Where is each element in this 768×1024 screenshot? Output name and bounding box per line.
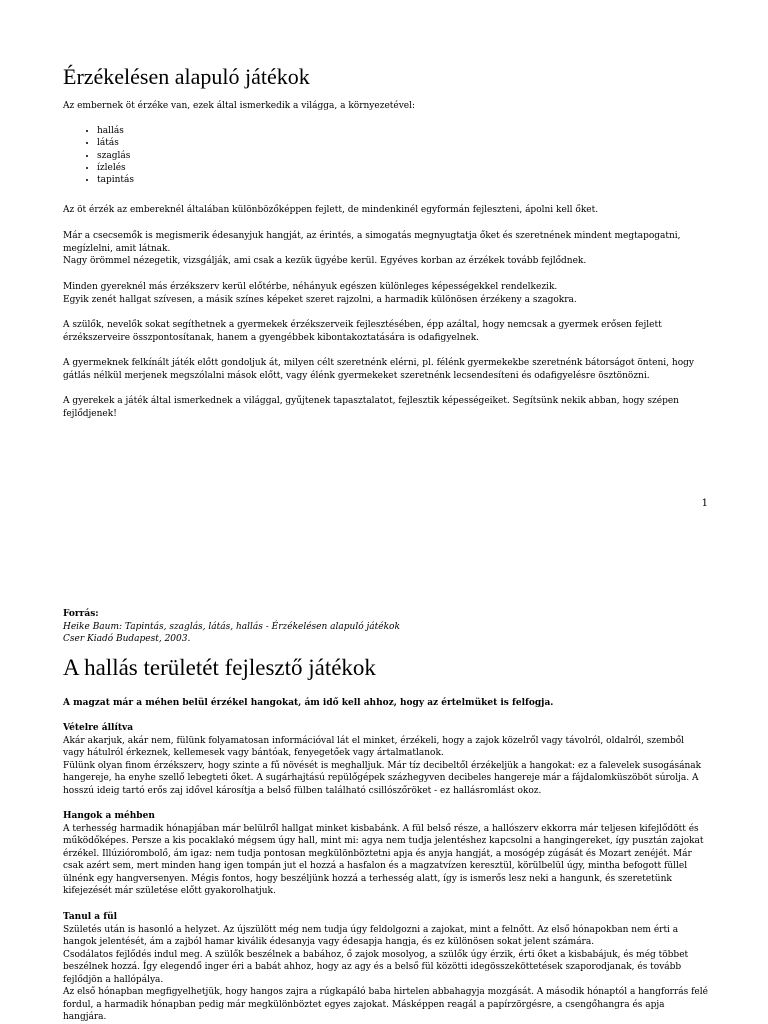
source-block xyxy=(63,608,708,646)
paragraph: Már a csecsemők is megismerik édesanyjuk hangját, az érintés, a simogatás megnyugtatja őket és szeretnének mindent megtapogatni, megízlelni, amit látnak. xyxy=(63,231,681,254)
paragraph: A szülők, nevelők sokat segíthetnek a gyermekek érzékszerveik fejlesztésében, épp azáltal, hogy nemcsak a gyermek erősen fejlett érzékszerveire összpontosítanak, hanem a gyengébbek kibontakoztatására is odafigyelnek. xyxy=(63,320,662,343)
subsection-heading: Vételre állítva xyxy=(63,723,134,733)
section-ear-learns xyxy=(63,911,708,1024)
paragraph-group xyxy=(63,281,708,306)
paragraph: A gyerekek a játék által ismerkednek a világgal, gyűjtenek tapasztalatot, fejlesztik képességeiket. Segítsünk nekik abban, hogy szépen fejlődjenek! xyxy=(63,396,679,419)
paragraph-group xyxy=(63,230,708,268)
paragraph: Az első hónapban megfigyelhetjük, hogy hangos zajra a rúgkapáló baba hirtelen abbahagyja mozgását. A második hónaptól a hangforrás felé fordul, a harmadik hónapban pedig már megkülönböztet egyes zajokat. Másképpen reagál a papírzörgésre, a csengőhangra és apja hangjára. xyxy=(63,987,708,1022)
source-label: Forrás: xyxy=(63,609,99,619)
source-publisher: Cser Kiadó Budapest, 2003. xyxy=(63,634,191,644)
paragraph: Nagy örömmel nézegetik, vizsgálják, ami csak a kezük ügyébe kerül. Egyéves korban az érzékek tovább fejlődnek. xyxy=(63,256,587,266)
intro-paragraph: Az embernek öt érzéke van, ezek által ismerkedik a világga, a környezetével: xyxy=(63,101,416,111)
source-reference: Heike Baum: Tapintás, szaglás, látás, hallás - Érzékelésen alapuló játékok xyxy=(63,621,400,632)
paragraph: Fülünk olyan finom érzékszerv, hogy szinte a fű növését is meghalljuk. Már tíz decibeltől érzékeljük a hangokat: ez a falevelek susogásának hangereje, ha enyhe szellő lebegteti őket. A sugárhajtású repülőgépek százhegyven decibeles hangereje már a fájdalomküszöböt súrolja. A hosszú ideig tartó erős zaj idővel károsítja a belső fülben található csillószőröket - ez hallásromlást okoz. xyxy=(63,760,702,796)
senses-list xyxy=(63,125,134,186)
paragraph: A terhesség harmadik hónapjában már belülről hallgat minket kisbabánk. A fül belső része, a hallószerv ekkorra már teljesen kifejlődött és működőképes. Persze a kis pocaklakó mégsem úgy hall, mint mi: agya nem tudja jelentéshez kapcsolni a hangingereket, így pusztán zajokat érzékel. Illúziórombolő, ám igaz: nem tudja pontosan megkülönböztetni apja és anyja hangját, a mosógép zúgását és Mozart zenéjét. Már csak azért sem, mert minden hang igen tompán jut el hozzá a hasfalon és a magzatvízen keresztül, körülbelül úgy, mintha befogott füllel ülnénk egy hangversenyen. Mégis fontos, hogy beszéljünk hozzá a terhesség alatt, így is ismerős lesz neki a hangunk, és szeretetünk kifejezését már születése előtt gyakorolhatjuk. xyxy=(63,823,704,896)
lead-paragraph: A magzat már a méhen belül érzékel hangokat, ám idő kell ahhoz, hogy az értelmüket is felfogja. xyxy=(63,698,554,708)
paragraph: Az öt érzék az embereknél általában különbözőképpen fejlett, de mindenkinél egyformán fejleszteni, ápolni kell őket. xyxy=(63,205,599,215)
paragraph: Minden gyereknél más érzékszerv kerül előtérbe, néhányuk egészen különleges képességekkel rendelkezik. xyxy=(63,282,558,292)
list-item: • hallás xyxy=(97,125,134,137)
section-title: A hallás területét fejlesztő játékok xyxy=(63,655,376,680)
paragraph: Akár akarjuk, akár nem, fülünk folyamatosan információval lát el minket, érzékeli, hogy a zajok közelről vagy távolról, oldalról, szemből vagy hátulról érkeznek, kellemesek vagy bántóak, fenyegetőek vagy ártalmatlanok. xyxy=(63,735,685,758)
page-title: Érzékelésen alapuló játékok xyxy=(63,64,310,89)
list-item: • ízlelés xyxy=(97,162,134,174)
subsection-heading: Tanul a fül xyxy=(63,912,118,922)
section-hearing-basics xyxy=(63,722,708,797)
list-item: • tapintás xyxy=(97,174,134,186)
paragraph: Egyik zenét hallgat szívesen, a másik színes képeket szeret rajzolni, a harmadik különösen érzékeny a szagokra. xyxy=(63,294,577,305)
list-item: • szaglás xyxy=(97,150,134,162)
paragraph: Csodálatos fejlődés indul meg. A szülők beszélnek a babához, ő zajok mosolyog, a szülők úgy érzik, érti őket a kisbabájuk, és még többet beszélnek hozzá. Így elegendő inger éri a babát ahhoz, hogy az agy és a belső fül közötti idegösszeköttetések szaporodjanak, és tovább fejlődjön a hallópálya. xyxy=(63,949,689,985)
section-sounds-in-womb xyxy=(63,810,708,898)
page-number: 1 xyxy=(701,498,708,509)
list-item: • látás xyxy=(97,137,134,149)
subsection-heading: Hangok a méhben xyxy=(63,811,155,821)
paragraph: A gyermeknek felkínált játék előtt gondoljuk át, milyen célt szeretnénk elérni, pl. félénk gyermekekbe szeretnénk bátorságot önteni, hogy gátlás nélkül merjenek megszólalni mások előtt, vagy élénk gyermekeket szeretnénk lecsendesíteni és odafigyelésre ösztönözni. xyxy=(63,358,694,381)
paragraph: Születés után is hasonló a helyzet. Az újszülött még nem tudja úgy feldolgozni a zajokat, mint a felnőtt. Az első hónapokban nem érti a hangok jelentését, ám a zajból hamar kiválik édesanyja vagy édesapja hangja, és ez különösen sokat jelent számára. xyxy=(63,924,679,947)
